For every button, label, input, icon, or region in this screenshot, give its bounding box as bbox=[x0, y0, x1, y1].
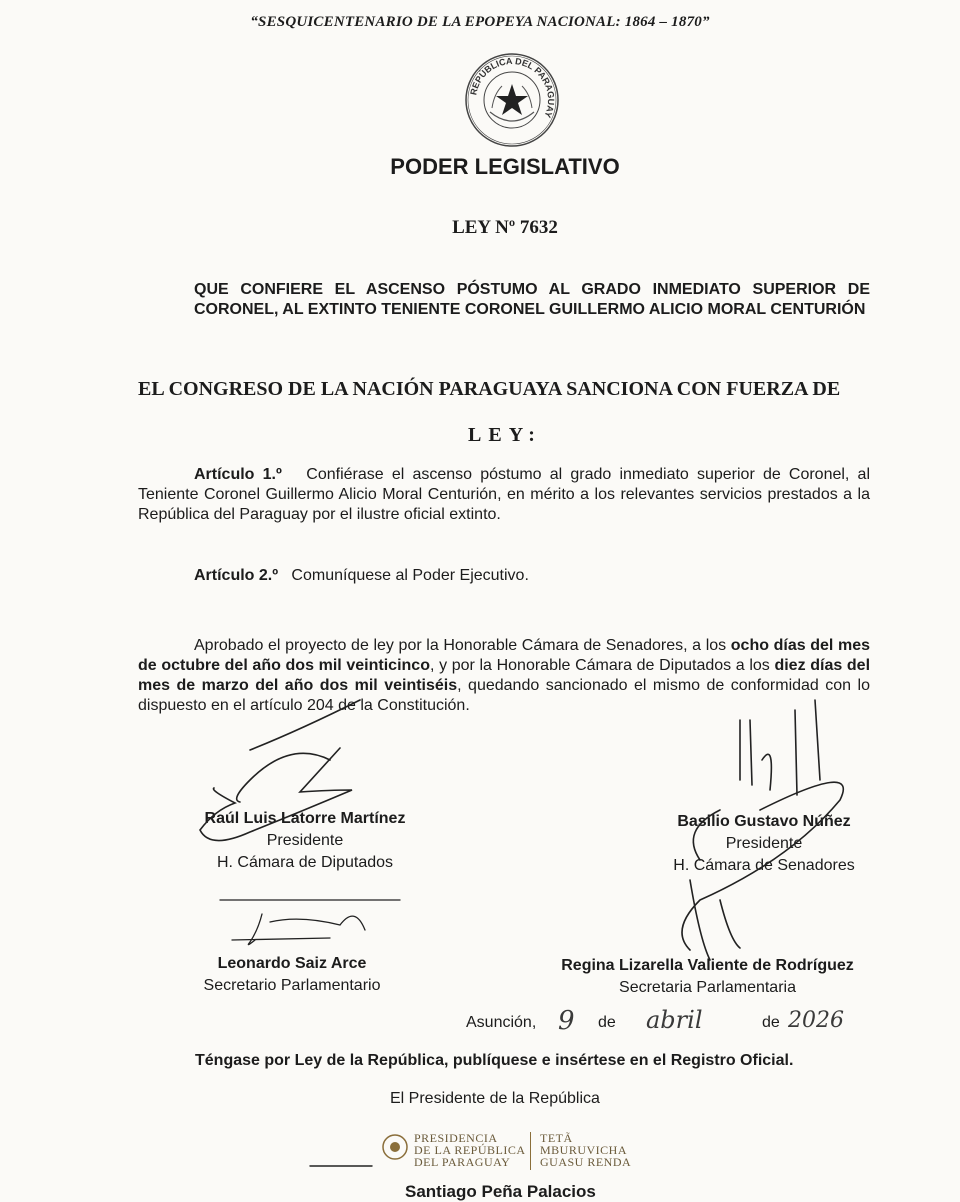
approval-text-2: , y por la Honorable Cámara de Diputados a los bbox=[429, 657, 775, 674]
senate-approval-date: ocho días del mes de octubre del año dos mil veinticinco bbox=[138, 637, 871, 674]
article-1 bbox=[138, 465, 870, 525]
congress-sanction-line: EL CONGRESO DE LA NACIÓN PARAGUAYA SANCIONA CON FUERZA DE bbox=[138, 378, 841, 400]
presidency-logo-spanish bbox=[414, 1132, 526, 1168]
article-2-label: Artículo 2.º bbox=[194, 567, 279, 584]
article-1-text: Confiérase el ascenso póstumo al grado inmediato superior de Coronel, al Teniente Coronel Guillermo Alicio Moral Centurión, en mérito a los relevantes servicios prestados a la República del Paraguay por el ilustre oficial extinto. bbox=[138, 466, 870, 523]
signatory-role: Presidente bbox=[266, 832, 344, 849]
president-name: Santiago Peña Palacios bbox=[405, 1182, 596, 1201]
signatory-parliamentary-secretary-deputies bbox=[182, 953, 402, 997]
presidency-logo-guarani bbox=[540, 1132, 631, 1168]
svg-text:REPÚBLICA DEL PARAGUAY: REPÚBLICA DEL PARAGUAY bbox=[468, 55, 557, 120]
logo-line: MBURUVICHA bbox=[540, 1143, 628, 1157]
signatory-name: Regina Lizarella Valiente de Rodríguez bbox=[561, 957, 854, 974]
signature-saiz bbox=[220, 900, 400, 945]
promulgation-date-line bbox=[466, 1006, 886, 1044]
presidency-emblem-icon bbox=[380, 1132, 410, 1162]
ley-heading: LEY: bbox=[468, 424, 542, 446]
date-day-handwritten: 9 bbox=[558, 1006, 575, 1036]
president-label: El Presidente de la República bbox=[390, 1090, 600, 1107]
presidency-logo bbox=[380, 1130, 640, 1180]
signatory-org: H. Cámara de Diputados bbox=[216, 854, 394, 871]
date-year-handwritten: 2026 bbox=[788, 1008, 844, 1033]
signatory-name: Leonardo Saiz Arce bbox=[217, 955, 367, 972]
approval-paragraph bbox=[138, 636, 870, 716]
logo-line: DE LA REPÚBLICA bbox=[414, 1143, 526, 1157]
signatory-deputies-president bbox=[170, 808, 440, 874]
signatory-role: Presidente bbox=[725, 835, 803, 852]
date-de-2: de bbox=[762, 1014, 780, 1031]
article-2 bbox=[194, 566, 870, 586]
date-de-1: de bbox=[598, 1014, 616, 1031]
approval-text-3: , quedando sancionado el mismo de conformidad con lo dispuesto en el artículo 204 de la Constitución. bbox=[138, 677, 870, 714]
signatory-role: Secretario Parlamentario bbox=[203, 977, 381, 994]
article-1-label: Artículo 1.º bbox=[194, 466, 282, 483]
signatory-role: Secretaria Parlamentaria bbox=[619, 979, 796, 996]
document-body-title: PODER LEGISLATIVO bbox=[390, 154, 620, 179]
logo-divider bbox=[530, 1132, 531, 1170]
law-number: LEY Nº 7632 bbox=[452, 217, 558, 238]
logo-line: GUASU RENDA bbox=[540, 1155, 632, 1169]
date-month-handwritten: abril bbox=[646, 1006, 703, 1034]
logo-line: PRESIDENCIA bbox=[414, 1131, 498, 1145]
signatory-senate-president bbox=[644, 811, 884, 877]
law-subject: QUE CONFIERE EL ASCENSO PÓSTUMO AL GRADO INMEDIATO SUPERIOR DE CORONEL, AL EXTINTO TENIENTE CORONEL GUILLERMO ALICIO MORAL CENTURIÓN bbox=[194, 281, 870, 318]
national-seal-icon bbox=[462, 50, 562, 150]
logo-line: TETÃ bbox=[540, 1131, 573, 1145]
logo-line: DEL PARAGUAY bbox=[414, 1155, 511, 1169]
signatory-org: H. Cámara de Senadores bbox=[673, 857, 855, 874]
article-2-text: Comuníquese al Poder Ejecutivo. bbox=[291, 567, 529, 584]
signatory-name: Basilio Gustavo Núñez bbox=[677, 813, 851, 830]
signatory-parliamentary-secretary-senate bbox=[535, 955, 880, 999]
signatory-name: Raúl Luis Latorre Martínez bbox=[204, 810, 406, 827]
approval-text-1: Aprobado el proyecto de ley por la Honorable Cámara de Senadores, a los bbox=[194, 637, 731, 654]
promulgation-order: Téngase por Ley de la República, publíquese e insértese en el Registro Oficial. bbox=[195, 1052, 794, 1069]
deputies-approval-date: diez días del mes de marzo del año dos mil veintiséis bbox=[138, 657, 871, 694]
header-tagline: “SESQUICENTENARIO DE LA EPOPEYA NACIONAL: 1864 – 1870” bbox=[250, 14, 710, 30]
date-place: Asunción, bbox=[466, 1014, 537, 1031]
